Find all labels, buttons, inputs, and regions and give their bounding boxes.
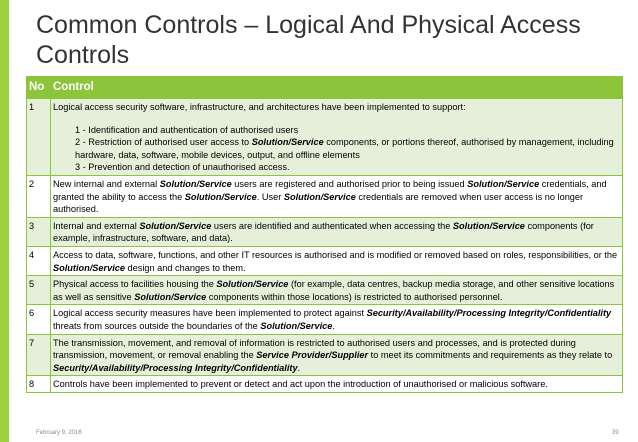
text-segment: threats from sources outside the boundaries of the xyxy=(53,320,261,331)
page-number: 39 xyxy=(612,430,619,436)
table-row xyxy=(27,334,623,376)
table-row xyxy=(27,217,623,246)
text-segment: design and changes to them. xyxy=(125,262,246,273)
header-no: No xyxy=(27,77,51,99)
row-number: 6 xyxy=(27,305,51,334)
emphasis-term: Security/Availability/Processing Integrity/Confidentiality xyxy=(53,362,298,373)
row-control xyxy=(51,217,623,246)
header-control: Control xyxy=(51,77,623,99)
emphasis-term: Solution/Service xyxy=(134,291,207,302)
emphasis-term: Solution/Service xyxy=(452,220,525,231)
table-row xyxy=(27,276,623,305)
table-row xyxy=(27,376,623,393)
sub-item xyxy=(53,136,620,161)
row-control xyxy=(51,99,623,176)
emphasis-term: Security/Availability/Processing Integrity/Confidentiality xyxy=(366,308,612,319)
row-number: 4 xyxy=(27,246,51,275)
table-row xyxy=(27,175,623,217)
text-segment: components, or portions thereof, authorised by management, including hardware, data, software, mobile devices, output, and offline elements xyxy=(75,137,614,160)
text-segment: The transmission, movement, and removal of information is restricted to authorised users and processes, and is protected during transmission, movement, or removal enabling the xyxy=(53,337,576,361)
row-number: 8 xyxy=(27,376,51,393)
accent-bar xyxy=(0,0,9,442)
table-row xyxy=(27,305,623,334)
text-segment: Physical access to facilities housing the xyxy=(53,279,217,290)
row-number: 3 xyxy=(27,217,51,246)
controls-table xyxy=(26,76,623,393)
footer-date: February 9, 2016 xyxy=(36,430,82,436)
row-control xyxy=(51,246,623,275)
row-number: 2 xyxy=(27,175,51,217)
emphasis-term: Solution/Service xyxy=(139,220,212,231)
table-header-row xyxy=(27,77,623,99)
text-segment: Access to data, software, functions, and other IT resources is authorised and is modified or removed based on roles, responsibilities, or the xyxy=(53,249,618,260)
text-segment: credentials are removed when user access is no longer authorised. xyxy=(53,191,584,215)
emphasis-term: Service Provider/Supplier xyxy=(256,350,369,361)
emphasis-term: Solution/Service xyxy=(260,320,333,331)
text-segment: users are identified and authenticated when accessing the xyxy=(211,220,453,231)
title-line-2: Controls xyxy=(36,41,130,69)
text-segment: . xyxy=(332,320,335,331)
row-control xyxy=(51,175,623,217)
sub-item: 1 - Identification and authentication of authorised users xyxy=(75,124,299,135)
table-row xyxy=(27,246,623,275)
slide-title xyxy=(36,10,616,70)
text-segment: 2 - Restriction of authorised user access to xyxy=(75,137,252,148)
text-segment: (for example, data centres, backup media storage, and other sensitive locations as well as sensitive xyxy=(53,279,615,302)
emphasis-term: Solution/Service xyxy=(184,191,257,202)
emphasis-term: Solution/Service xyxy=(159,178,232,189)
title-line-1: Common Controls – Logical And Physical Access xyxy=(36,11,581,39)
text-segment: Internal and external xyxy=(53,220,140,231)
row-control: Controls have been implemented to prevent or detect and act upon the introduction of unauthorised or malicious software. xyxy=(51,376,623,393)
sub-item: 3 - Prevention and detection of unauthorised access. xyxy=(75,162,290,173)
text-segment: credentials, and granted the ability to access the xyxy=(53,178,607,202)
table-row xyxy=(27,99,623,176)
text-segment: users are registered and authorised prior to being issued xyxy=(231,178,468,189)
text-segment: to meet its commitments and requirements as they relate to xyxy=(368,350,613,361)
emphasis-term: Solution/Service xyxy=(251,137,324,148)
emphasis-term: Solution/Service xyxy=(216,279,289,290)
row-number: 5 xyxy=(27,276,51,305)
emphasis-term: Solution/Service xyxy=(467,178,540,189)
text-segment: . xyxy=(297,362,301,373)
row-number: 1 xyxy=(27,99,51,176)
row-control xyxy=(51,334,623,376)
control-intro: Logical access security software, infrastructure, and architectures have been implemented to support: xyxy=(53,102,466,112)
row-control xyxy=(51,276,623,305)
text-segment: Logical access security measures have been implemented to protect against xyxy=(53,308,367,319)
text-segment: New internal and external xyxy=(53,178,160,189)
text-segment: . User xyxy=(256,191,284,202)
text-segment: components within those locations) is restricted to authorised personnel. xyxy=(206,291,503,302)
emphasis-term: Solution/Service xyxy=(283,191,356,202)
text-segment: components (for example, infrastructure, software, and data). xyxy=(53,220,594,244)
row-number: 7 xyxy=(27,334,51,376)
row-control xyxy=(51,305,623,334)
emphasis-term: Solution/Service xyxy=(53,262,125,273)
